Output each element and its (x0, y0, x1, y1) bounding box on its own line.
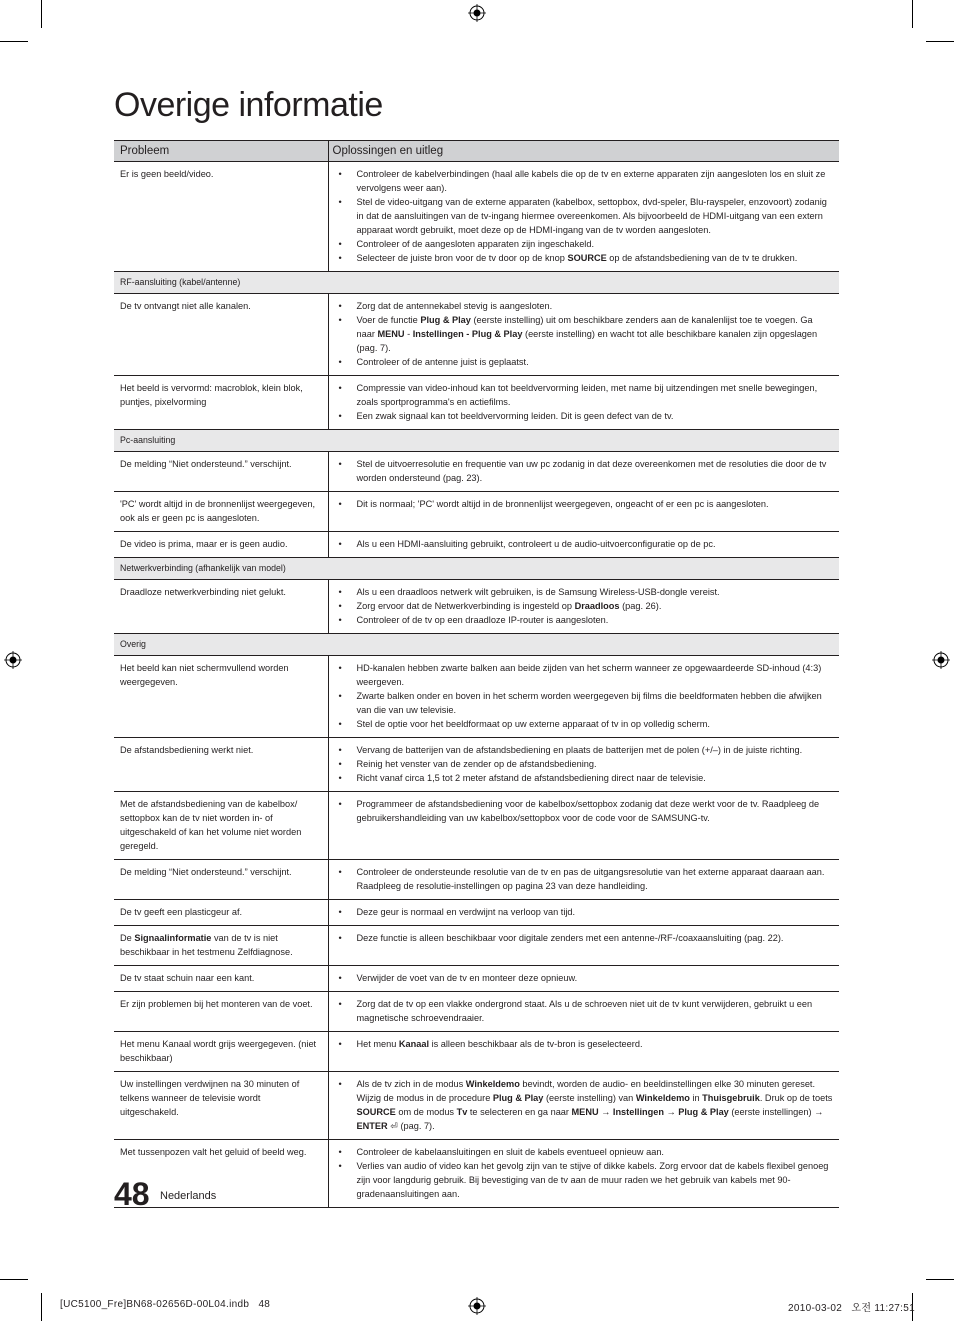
page-number: 48 (114, 1176, 150, 1212)
solution-list (339, 585, 834, 627)
table-row (114, 294, 839, 376)
column-header-problem: Probleem (114, 141, 328, 162)
table-row (114, 452, 839, 492)
section-row (114, 272, 839, 294)
crop-mark (926, 41, 954, 42)
solution-item: • Stel de uitvoerresolutie en frequentie van uw pc zodanig in dat deze overeenkomen met de resoluties die door de tv worden ondersteund (pag. 23). (339, 457, 834, 485)
crop-mark (0, 41, 28, 42)
section-title: Netwerkverbinding (afhankelijk van model) (114, 558, 839, 580)
table-row (114, 1140, 839, 1208)
solution-cell (328, 492, 839, 532)
solution-item: • Vervang de batterijen van de afstandsbediening en plaats de batterijen met de polen (+/–) in de juiste richting. (339, 743, 834, 757)
table-row (114, 900, 839, 926)
solution-list (339, 497, 834, 511)
solution-cell (328, 738, 839, 792)
solution-cell (328, 1072, 839, 1140)
crop-mark (912, 0, 913, 28)
problem-cell: De tv geeft een plasticgeur af. (114, 900, 328, 926)
problem-cell: De tv ontvangt niet alle kanalen. (114, 294, 328, 376)
column-header-solutions: Oplossingen en uitleg (328, 141, 839, 162)
troubleshooting-table (114, 140, 839, 1208)
solution-list (339, 1145, 834, 1201)
solution-cell (328, 580, 839, 634)
print-slug-date: 2010-03-02 오전 11:27:51 (788, 1303, 915, 1314)
table-row (114, 792, 839, 860)
section-title: Overig (114, 634, 839, 656)
solution-item: • Reinig het venster van de zender op de afstandsbediening. (339, 757, 834, 771)
solution-item: • Verwijder de voet van de tv en monteer deze opnieuw. (339, 971, 834, 985)
solution-list (339, 1077, 834, 1133)
table-row (114, 992, 839, 1032)
solution-item: • Stel de optie voor het beeldformaat op uw externe apparaat of tv in op volledig scherm. (339, 717, 834, 731)
solution-item: • Controleer de ondersteunde resolutie van de tv en pas de uitgangsresolutie van het externe apparaat daaraan aan. Raadpleeg de resolutie-instellingen op pagina 23 van deze handleiding. (339, 865, 834, 893)
crop-mark (41, 1293, 42, 1321)
solution-item: • Als u een HDMI-aansluiting gebruikt, controleert u de audio-uitvoerconfiguratie op de pc. (339, 537, 834, 551)
solution-item: • Verlies van audio of video kan het gevolg zijn van te stijve of dikke kabels. Zorg ervoor dat de kabels flexibel genoeg zijn voor langdurig gebruik. Bij bevestiging van de tv aan de muur raden we het gebruik van kabels met 90-gradenaansluitingen aan. (339, 1159, 834, 1201)
problem-cell: Met de afstandsbediening van de kabelbox/ settopbox kan de tv niet worden in- of uitgeschakeld of kan het volume niet worden geregeld. (114, 792, 328, 860)
table-row (114, 376, 839, 430)
problem-cell: De afstandsbediening werkt niet. (114, 738, 328, 792)
table-row (114, 860, 839, 900)
solution-item: • Controleer of de antenne juist is geplaatst. (339, 355, 834, 369)
table-row (114, 1032, 839, 1072)
solution-item: • Deze functie is alleen beschikbaar voor digitale zenders met een antenne-/RF-/coaxaansluiting (pag. 22). (339, 931, 834, 945)
solution-item: • Programmeer de afstandsbediening voor de kabelbox/settopbox zodanig dat deze werkt voor de tv. Raadpleeg de gebruikershandleiding van uw kabelbox/settopbox voor de code voor de SAMSUNG-tv. (339, 797, 834, 825)
solution-cell (328, 452, 839, 492)
crop-mark (926, 1279, 954, 1280)
table-row (114, 492, 839, 532)
registration-mark-icon (468, 1297, 486, 1315)
solution-list (339, 167, 834, 265)
solution-cell (328, 294, 839, 376)
registration-mark-icon (468, 4, 486, 22)
table-body (114, 162, 839, 1208)
solution-item: • Controleer de kabelaansluitingen en sluit de kabels eventueel opnieuw aan. (339, 1145, 834, 1159)
solution-list (339, 931, 834, 945)
table-row (114, 1072, 839, 1140)
solution-item: • Een zwak signaal kan tot beeldvervorming leiden. Dit is geen defect van de tv. (339, 409, 834, 423)
solution-item: • Controleer of de aangesloten apparaten zijn ingeschakeld. (339, 237, 834, 251)
solution-item: • Stel de video-uitgang van de externe apparaten (kabelbox, settopbox, dvd-speler, Blu-rayspeler, enzovoort) zodanig in dat de aansluitingen van de tv-ingang hiermee overeenkomen. Als bijvoorbeeld de HDMI-uitgang van een extern apparaat wordt gebruikt, moet deze op de HDMI-ingang van de tv worden aangesloten. (339, 195, 834, 237)
solution-item: • Zorg dat de antennekabel stevig is aangesloten. (339, 299, 834, 313)
problem-cell: De video is prima, maar er is geen audio. (114, 532, 328, 558)
problem-cell: Draadloze netwerkverbinding niet gelukt. (114, 580, 328, 634)
solution-list (339, 971, 834, 985)
solution-item: • Selecteer de juiste bron voor de tv door op de knop SOURCE op de afstandsbediening van de tv te drukken. (339, 251, 834, 265)
problem-cell: Uw instellingen verdwijnen na 30 minuten of telkens wanneer de televisie wordt uitgeschakeld. (114, 1072, 328, 1140)
problem-cell: Er is geen beeld/video. (114, 162, 328, 272)
solution-item: • Dit is normaal; 'PC' wordt altijd in de bronnenlijst weergegeven, ongeacht of er een pc is aangesloten. (339, 497, 834, 511)
solution-item: • Voer de functie Plug & Play (eerste instelling) uit om beschikbare zenders aan de kanalenlijst toe te voegen. Ga naar MENU - Instellingen - Plug & Play (eerste instelling) en wacht tot alle beschikbare kanalen zijn opgeslagen (pag. 7). (339, 313, 834, 355)
solution-list (339, 299, 834, 369)
solution-cell (328, 926, 839, 966)
solution-item: • Zorg dat de tv op een vlakke ondergrond staat. Als u de schroeven niet uit de tv kunt verwijderen, gebruikt u een magnetische schroevendraaier. (339, 997, 834, 1025)
solution-list (339, 743, 834, 785)
page-language: Nederlands (160, 1190, 217, 1202)
table-row (114, 926, 839, 966)
page-title: Overige informatie (114, 86, 383, 124)
section-row (114, 634, 839, 656)
solution-list (339, 457, 834, 485)
solution-list (339, 865, 834, 893)
solution-item: • Controleer de kabelverbindingen (haal alle kabels die op de tv en externe apparaten zijn aangesloten los en sluit ze vervolgens weer aan). (339, 167, 834, 195)
registration-mark-icon (4, 651, 22, 669)
solution-list (339, 381, 834, 423)
solution-cell (328, 162, 839, 272)
problem-cell: 'PC' wordt altijd in de bronnenlijst weergegeven, ook als er geen pc is aangesloten. (114, 492, 328, 532)
solution-item: • Zorg ervoor dat de Netwerkverbinding is ingesteld op Draadloos (pag. 26). (339, 599, 834, 613)
section-row (114, 430, 839, 452)
section-title: RF-aansluiting (kabel/antenne) (114, 272, 839, 294)
section-title: Pc-aansluiting (114, 430, 839, 452)
solution-item: • Deze geur is normaal en verdwijnt na verloop van tijd. (339, 905, 834, 919)
solution-item: • Controleer of de tv op een draadloze IP-router is aangesloten. (339, 613, 834, 627)
problem-cell: De melding “Niet ondersteund.” verschijnt. (114, 860, 328, 900)
table-row (114, 738, 839, 792)
solution-item: • HD-kanalen hebben zwarte balken aan beide zijden van het scherm wanneer ze opgewaardeerde SD-inhoud (4:3) weergeven. (339, 661, 834, 689)
problem-cell: Het beeld kan niet schermvullend worden weergegeven. (114, 656, 328, 738)
solution-item: • Zwarte balken onder en boven in het scherm worden weergegeven bij films die beeldformaten hebben die afwijken van die van uw televisie. (339, 689, 834, 717)
table-row (114, 656, 839, 738)
problem-cell: De melding “Niet ondersteund.” verschijnt. (114, 452, 328, 492)
solution-list (339, 1037, 834, 1051)
problem-cell: De tv staat schuin naar een kant. (114, 966, 328, 992)
solution-list (339, 797, 834, 825)
solution-cell (328, 992, 839, 1032)
problem-cell: Met tussenpozen valt het geluid of beeld weg. (114, 1140, 328, 1208)
registration-mark-icon (932, 651, 950, 669)
solution-cell (328, 792, 839, 860)
crop-mark (41, 0, 42, 28)
table-row (114, 966, 839, 992)
solution-cell (328, 966, 839, 992)
table-row (114, 162, 839, 272)
solution-item: • Het menu Kanaal is alleen beschikbaar als de tv-bron is geselecteerd. (339, 1037, 834, 1051)
solution-item: • Als de tv zich in de modus Winkeldemo bevindt, worden de audio- en beeldinstellingen elke 30 minuten gereset. Wijzig de modus in de procedure Plug & Play (eerste instelling) van Winkeldemo in Thuisgebruik. Druk op de toets SOURCE om de modus Tv te selecteren en ga naar MENU → Instellingen → Plug & Play (eerste instellingen) → ENTER ⏎ (pag. 7). (339, 1077, 834, 1133)
problem-cell: Het beeld is vervormd: macroblok, klein blok, puntjes, pixelvorming (114, 376, 328, 430)
solution-cell (328, 532, 839, 558)
solution-cell (328, 860, 839, 900)
section-row (114, 558, 839, 580)
table-row (114, 580, 839, 634)
solution-item: • Richt vanaf circa 1,5 tot 2 meter afstand de afstandsbediening direct naar de televisie. (339, 771, 834, 785)
solution-list (339, 997, 834, 1025)
problem-cell: Er zijn problemen bij het monteren van de voet. (114, 992, 328, 1032)
print-slug-file: [UC5100_Fre]BN68-02656D-00L04.indb 48 (60, 1299, 271, 1310)
solution-cell (328, 656, 839, 738)
problem-cell: Het menu Kanaal wordt grijs weergegeven. (niet beschikbaar) (114, 1032, 328, 1072)
solution-list (339, 537, 834, 551)
solution-cell (328, 900, 839, 926)
solution-cell (328, 1032, 839, 1072)
table-header-row (114, 141, 839, 162)
solution-list (339, 661, 834, 731)
solution-cell (328, 1140, 839, 1208)
solution-cell (328, 376, 839, 430)
table-row (114, 532, 839, 558)
crop-mark (0, 1279, 28, 1280)
problem-cell: De Signaalinformatie van de tv is niet beschikbaar in het testmenu Zelfdiagnose. (114, 926, 328, 966)
solution-item: • Als u een draadloos netwerk wilt gebruiken, is de Samsung Wireless-USB-dongle vereist. (339, 585, 834, 599)
solution-list (339, 905, 834, 919)
solution-item: • Compressie van video-inhoud kan tot beeldvervorming leiden, met name bij uitzendingen met snelle bewegingen, zoals sportprogramma's en actiefilms. (339, 381, 834, 409)
